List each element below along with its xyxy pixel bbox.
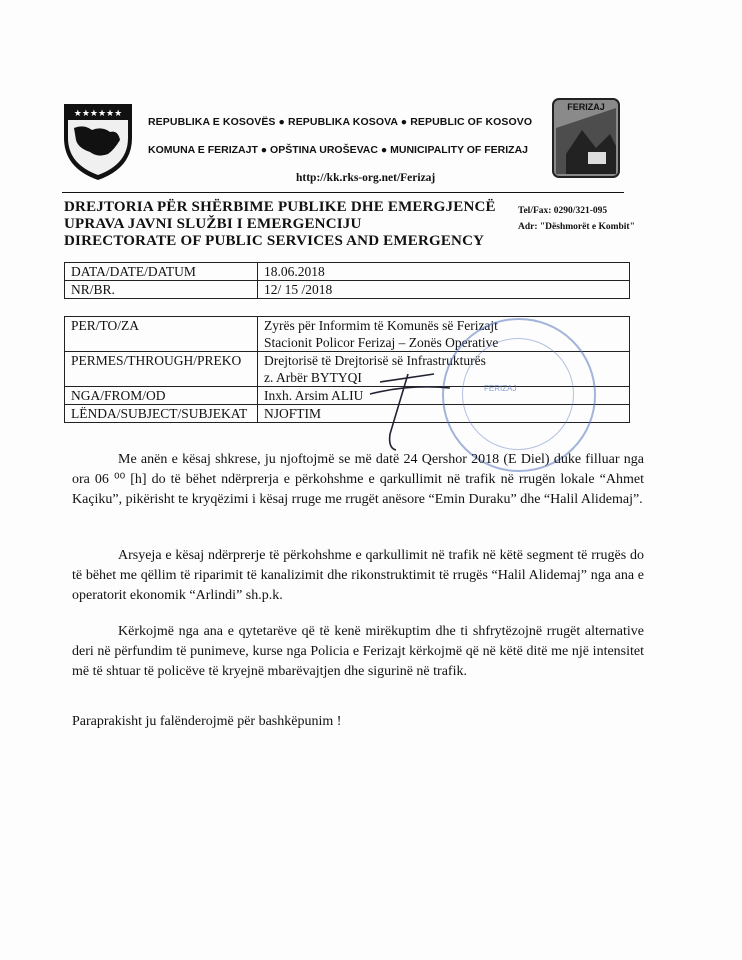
date-label: DATA/DATE/DATUM: [65, 263, 258, 281]
kosovo-coat-of-arms-icon: [62, 98, 134, 182]
through-line-2: z. Arbër BYTYQI: [264, 370, 362, 385]
stamp-text: FERIZAJ: [484, 384, 517, 393]
svg-text:★★★★★★: ★★★★★★: [73, 109, 123, 119]
to-label: PER/TO/ZA: [65, 317, 258, 352]
header-line-1: REPUBLIKA E KOSOVËS ● REPUBLIKA KOSOVA ● REPUBLIC OF KOSOVO: [148, 116, 533, 128]
directorate-line-1: DREJTORIA PËR SHËRBIME PUBLIKE DHE EMERGJENCË: [64, 199, 496, 215]
through-line-1: Drejtorisë të Drejtorisë së Infrastrukturës: [264, 353, 486, 368]
signature-icon: [350, 364, 470, 454]
directorate-line-2: UPRAVA JAVNI SLUŽBI I EMERGENCIJU: [64, 216, 362, 232]
subject-label: LËNDA/SUBJECT/SUBJEKAT: [65, 405, 258, 423]
directorate-line-3: DIRECTORATE OF PUBLIC SERVICES AND EMERGENCY: [64, 233, 485, 249]
from-label: NGA/FROM/OD: [65, 387, 258, 405]
number-value: 12/ 15 /2018: [258, 281, 630, 299]
date-value: 18.06.2018: [258, 263, 630, 281]
closing-line: Paraprakisht ju falënderojmë për bashkëpunim !: [72, 714, 342, 729]
to-line-1: Zyrës për Informim të Komunës së Ferizajt: [264, 318, 498, 333]
table-row: [65, 263, 630, 281]
subject-value: NJOFTIM: [258, 405, 630, 423]
meta-table: [64, 262, 630, 299]
from-value: Inxh. Arsim ALIU: [258, 387, 630, 405]
ferizaj-emblem-icon: [552, 98, 620, 178]
table-row: [65, 281, 630, 299]
body-paragraph-2: Arsyeja e kësaj ndërprerje të përkohshme e qarkullimit në trafik në këtë segment të rrugës do të bëhet me qëllim të riparimit të kanalizimit dhe rikonstruktimit të rrugës “Halil Alidemaj” nga ana e operatorit ekonomik “Arlindi” sh.p.k.: [72, 548, 644, 603]
to-line-2: Stacionit Policor Ferizaj – Zonës Operative: [264, 335, 499, 350]
body-paragraph-3: Kërkojmë nga ana e qytetarëve që të kenë mirëkuptim dhe ti shfrytëzojnë rrugët alternative deri në përfundim të punimeve, kurse nga Policia e Ferizajt kërkojmë që në këtë ditë me një intensitet më të shtuar të policëve të kryejnë mbarëvajtjen dhe sigurinë në trafik.: [72, 624, 644, 679]
header-url: http://kk.rks-org.net/Ferizaj: [296, 172, 436, 184]
header-line-2: KOMUNA E FERIZAJT ● OPŠTINA UROŠEVAC ● MUNICIPALITY OF FERIZAJ: [148, 144, 529, 156]
body-paragraph-1: Me anën e kësaj shkrese, ju njoftojmë se më datë 24 Qershor 2018 (E Diel) duke filluar nga ora 06 ⁰⁰ [h] do të bëhet ndërprerja e përkohshme e qarkullimit në trafik në rrugën lokale “Ahmet Kaçiku”, pikërisht te kryqëzimi i kësaj rruge me rrugët anësore “Emin Duraku” dhe “Halil Alidemaj”.: [72, 452, 644, 507]
through-label: PERMES/THROUGH/PREKO: [65, 352, 258, 387]
header-divider: [62, 192, 624, 193]
contact-tel: Tel/Fax: 0290/321-095: [518, 206, 608, 216]
number-label: NR/BR.: [65, 281, 258, 299]
contact-address: Adr: "Dëshmorët e Kombit": [518, 222, 635, 232]
ferizaj-emblem-label: FERIZAJ: [567, 102, 605, 112]
